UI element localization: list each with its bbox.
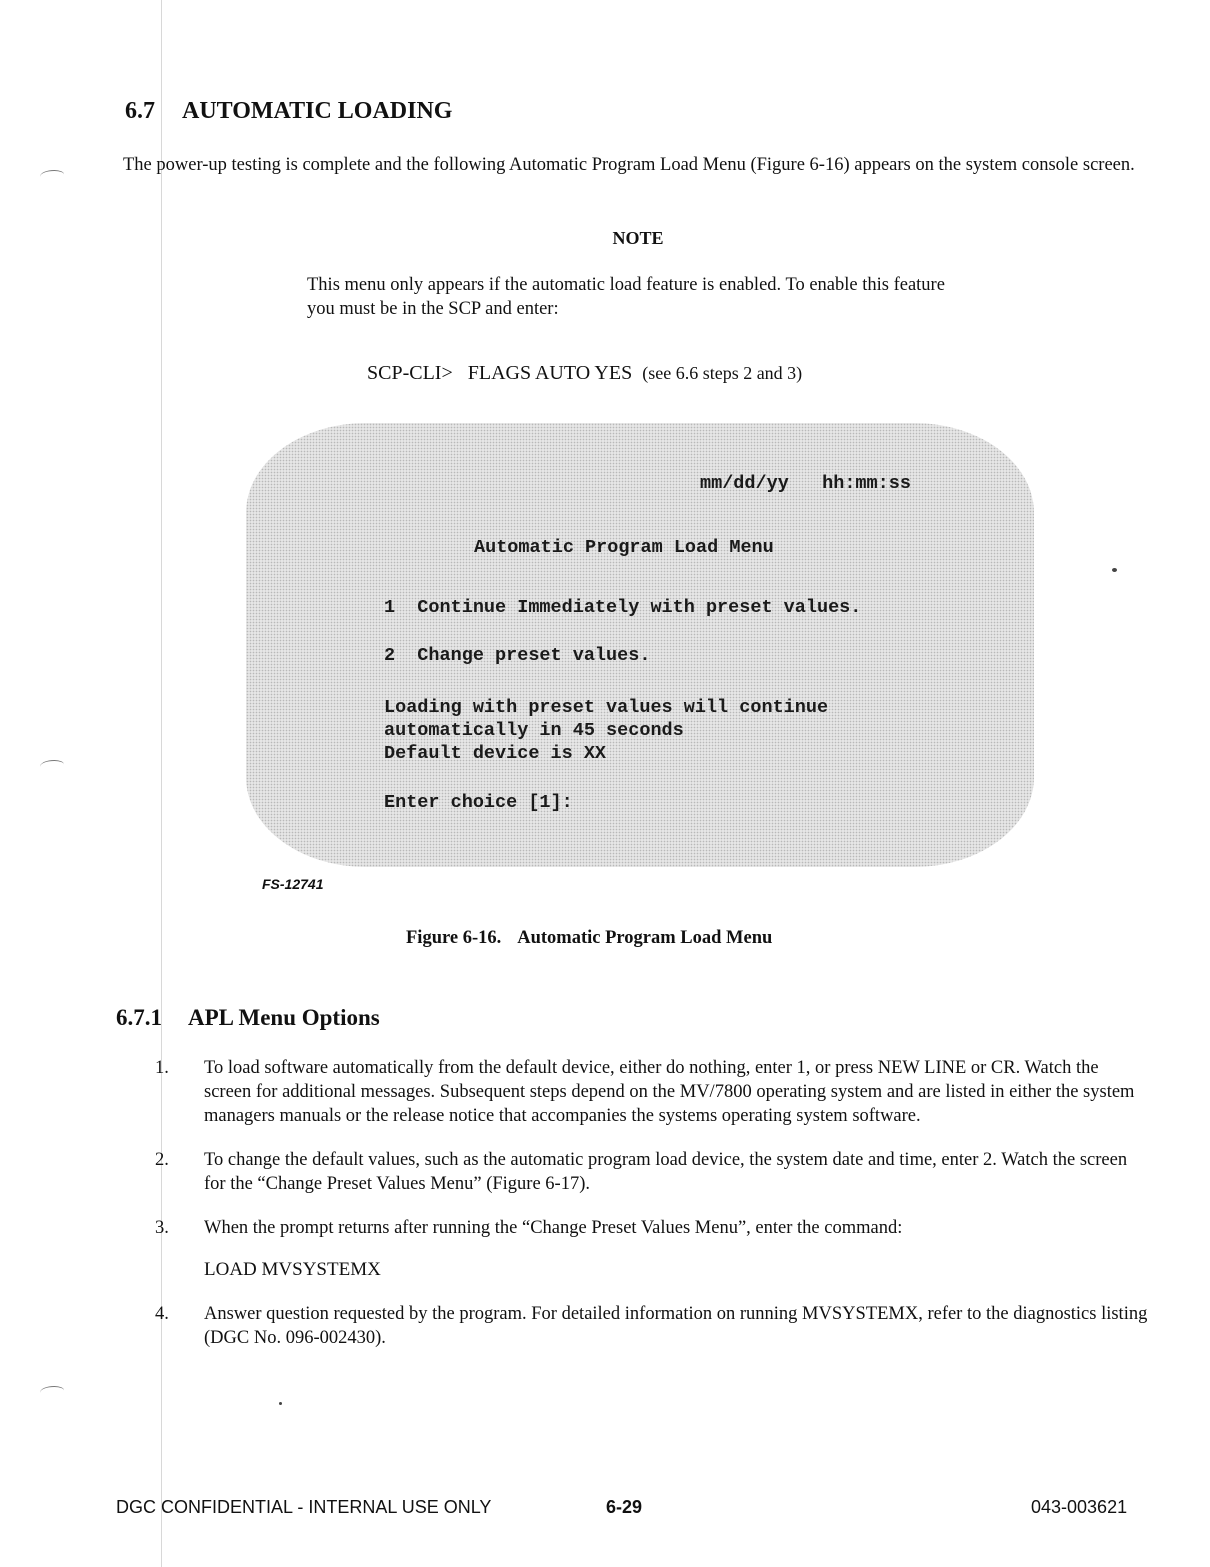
figure-title: Automatic Program Load Menu (517, 928, 773, 948)
scan-mark (40, 1386, 64, 1397)
subsection-title: APL Menu Options (188, 1005, 380, 1030)
screen-option-1: 1 Continue Immediately with preset values. (384, 597, 862, 618)
scan-speck (279, 1402, 282, 1405)
section-heading (125, 98, 452, 125)
screen-option-2: 2 Change preset values. (384, 645, 651, 666)
figure-id: FS-12741 (262, 876, 324, 892)
figure-label: Figure 6-16. (406, 928, 502, 948)
list-item (155, 1302, 1150, 1350)
step-number: 2. (155, 1150, 169, 1170)
screen-menu-title: Automatic Program Load Menu (474, 537, 774, 558)
section-title: AUTOMATIC LOADING (182, 98, 453, 124)
step-number: 1. (155, 1058, 169, 1078)
screen-default-device: Default device is XX (384, 743, 607, 764)
step-number: 4. (155, 1304, 169, 1324)
screen-datetime: mm/dd/yy hh:mm:ss (700, 473, 911, 494)
list-item (155, 1056, 1150, 1128)
scan-mark (40, 760, 64, 771)
list-item (155, 1148, 1150, 1196)
list-item (155, 1216, 1150, 1282)
scan-speck (1112, 568, 1117, 572)
intro-paragraph: The power-up testing is complete and the following Automatic Program Load Menu (Figure 6-16) appears on the system console screen. (123, 155, 1135, 175)
step-text: When the prompt returns after running the “Change Preset Values Menu”, enter the command: (204, 1218, 903, 1238)
footer-confidential: DGC CONFIDENTIAL - INTERNAL USE ONLY (116, 1497, 492, 1517)
screen-message-line-1: Loading with preset values will continue (384, 697, 829, 718)
steps-list (155, 1056, 1150, 1370)
note-body: This menu only appears if the automatic load feature is enabled. To enable this feature you must be in the SCP and enter: (307, 275, 945, 319)
screen-prompt: Enter choice [1]: (384, 792, 573, 813)
note-command-hint: (see 6.6 steps 2 and 3) (642, 363, 803, 383)
footer-page-number: 6-29 (606, 1497, 643, 1517)
note-title: NOTE (612, 228, 664, 248)
step-command: LOAD MVSYSTEMX (204, 1259, 381, 1280)
subsection-number: 6.7.1 (116, 1005, 162, 1030)
subsection-heading (116, 1005, 380, 1031)
step-number: 3. (155, 1218, 169, 1238)
step-text: Answer question requested by the program. For detailed information on running MVSYSTEMX, refer to the diagnostics listing (DGC No. 096-002430). (204, 1304, 1148, 1348)
note-command-text: SCP-CLI> FLAGS AUTO YES (367, 362, 633, 384)
screen-message-line-2: automatically in 45 seconds (384, 720, 684, 741)
step-text: To change the default values, such as the automatic program load device, the system date and time, enter 2. Watch the screen for the “Change Preset Values Menu” (Figure 6-17). (204, 1150, 1128, 1194)
scan-mark (40, 170, 64, 181)
step-text: To load software automatically from the default device, either do nothing, enter 1, or press NEW LINE or CR. Watch the screen for additional messages. Subsequent steps depend on the MV/7800 operating system and are listed in either the system managers manuals or the release notice that accompanies the systems operating system software. (204, 1058, 1135, 1126)
section-number: 6.7 (125, 98, 155, 124)
figure-caption (406, 928, 772, 949)
note-command (367, 362, 802, 385)
footer-doc-number: 043-003621 (1031, 1497, 1128, 1517)
